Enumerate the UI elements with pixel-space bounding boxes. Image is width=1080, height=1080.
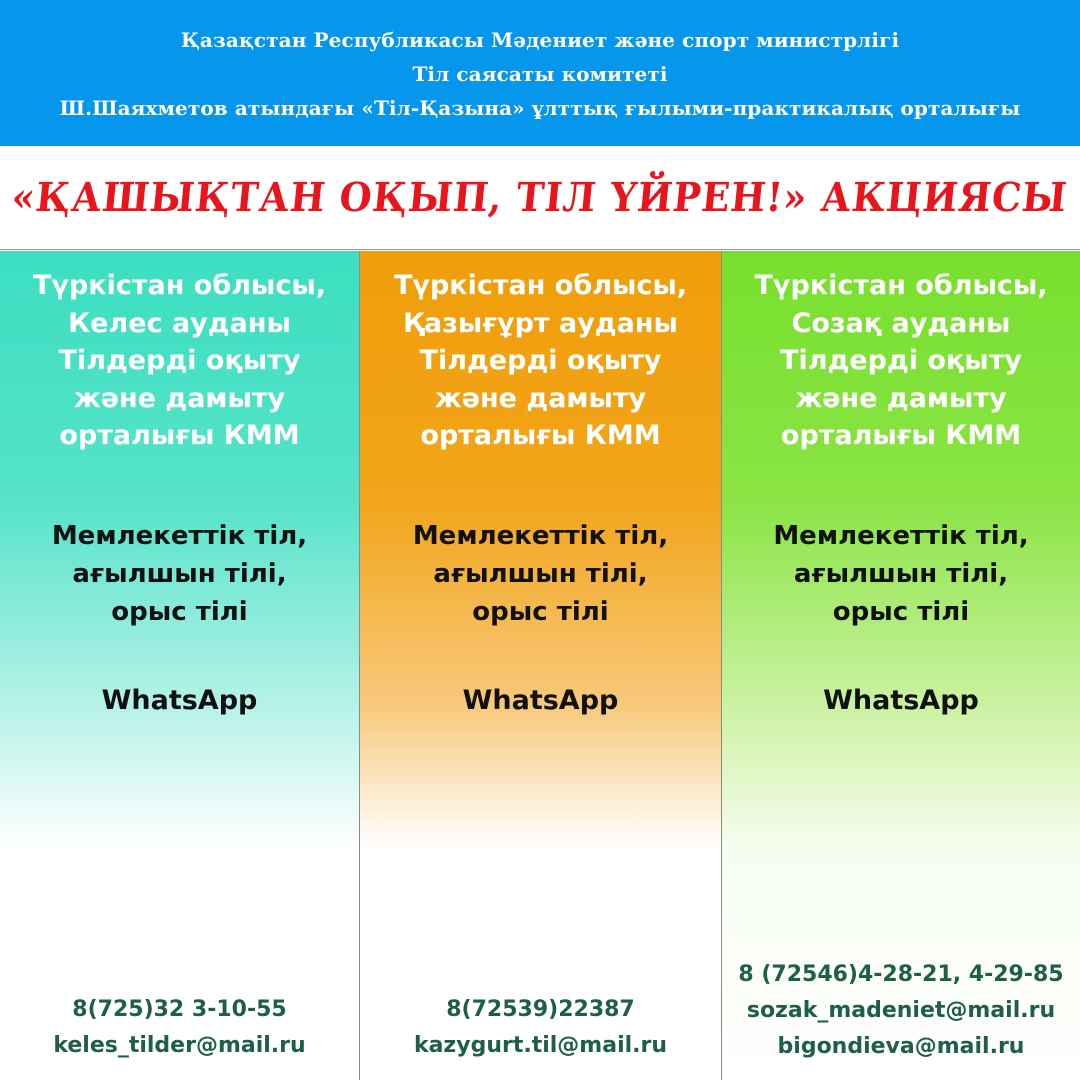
- email-address: sozak_madeniet@mail.ru: [746, 998, 1056, 1023]
- language-line: орыс тілі: [111, 597, 248, 627]
- column-keles: [0, 251, 359, 1080]
- email-address: keles_tilder@mail.ru: [53, 1033, 306, 1058]
- email-address: kazygurt.til@mail.ru: [413, 1033, 668, 1058]
- phone-number: 8(72539)22387: [446, 997, 635, 1022]
- language-line: орыс тілі: [832, 597, 970, 627]
- language-line: Мемлекеттік тіл,: [51, 521, 308, 551]
- org-line: Тілдерді оқыту: [780, 345, 1022, 376]
- org-line: орталығы КММ: [780, 420, 1022, 451]
- language-line: Мемлекеттік тіл,: [412, 521, 669, 551]
- whatsapp-label: WhatsApp: [462, 685, 619, 716]
- org-line: Келес ауданы: [68, 307, 291, 339]
- language-line: Мемлекеттік тіл,: [773, 521, 1029, 551]
- contacts: [722, 957, 1080, 1065]
- committee-name: Тіл саясаты комитеті: [412, 62, 668, 86]
- org-line: Тілдерді оқыту: [58, 345, 301, 376]
- org-name: [722, 267, 1080, 455]
- whatsapp-label: WhatsApp: [101, 685, 258, 716]
- org-line: орталығы КММ: [59, 420, 300, 451]
- contacts: [0, 992, 359, 1064]
- org-name: [360, 267, 721, 455]
- campaign-title: «ҚАШЫҚТАН ОҚЫП, ТІЛ ҮЙРЕН!» АКЦИЯСЫ: [10, 174, 1070, 221]
- title-band: [0, 146, 1080, 250]
- org-line: Түркістан облысы,: [393, 270, 688, 301]
- org-line: және дамыту: [73, 382, 286, 414]
- phone-number: 8(725)32 3-10-55: [72, 997, 287, 1022]
- org-line: және дамыту: [795, 382, 1007, 414]
- org-line: орталығы КММ: [420, 420, 661, 451]
- language-line: орыс тілі: [472, 597, 609, 627]
- language-line: ағылшын тілі,: [433, 559, 648, 589]
- languages: [722, 517, 1080, 631]
- languages: [0, 517, 359, 631]
- column-divider: [359, 251, 360, 1080]
- org-line: Қазығұрт ауданы: [403, 307, 678, 339]
- email-address: bigondieva@mail.ru: [777, 1034, 1025, 1059]
- languages: [360, 517, 721, 631]
- whatsapp-label: WhatsApp: [823, 685, 979, 716]
- org-line: Түркістан облысы,: [32, 270, 327, 301]
- org-name: [0, 267, 359, 455]
- column-sozak: [722, 251, 1080, 1080]
- org-line: Созақ ауданы: [791, 307, 1011, 339]
- org-line: және дамыту: [434, 382, 647, 414]
- center-name: Ш.Шаяхметов атындағы «Тіл-Қазына» ұлттық ғылыми-практикалық орталығы: [59, 96, 1021, 120]
- language-line: ағылшын тілі,: [793, 559, 1009, 589]
- ministry-name: Қазақстан Республикасы Мәдениет және спорт министрлігі: [180, 28, 900, 52]
- contacts: [360, 992, 721, 1064]
- header-banner: [0, 0, 1080, 146]
- column-divider: [721, 251, 722, 1080]
- org-line: Тілдерді оқыту: [419, 345, 662, 376]
- phone-number: 8 (72546)4-28-21, 4-29-85: [738, 962, 1064, 987]
- language-line: ағылшын тілі,: [72, 559, 287, 589]
- column-kazygurt: [360, 251, 721, 1080]
- org-line: Түркістан облысы,: [754, 270, 1048, 301]
